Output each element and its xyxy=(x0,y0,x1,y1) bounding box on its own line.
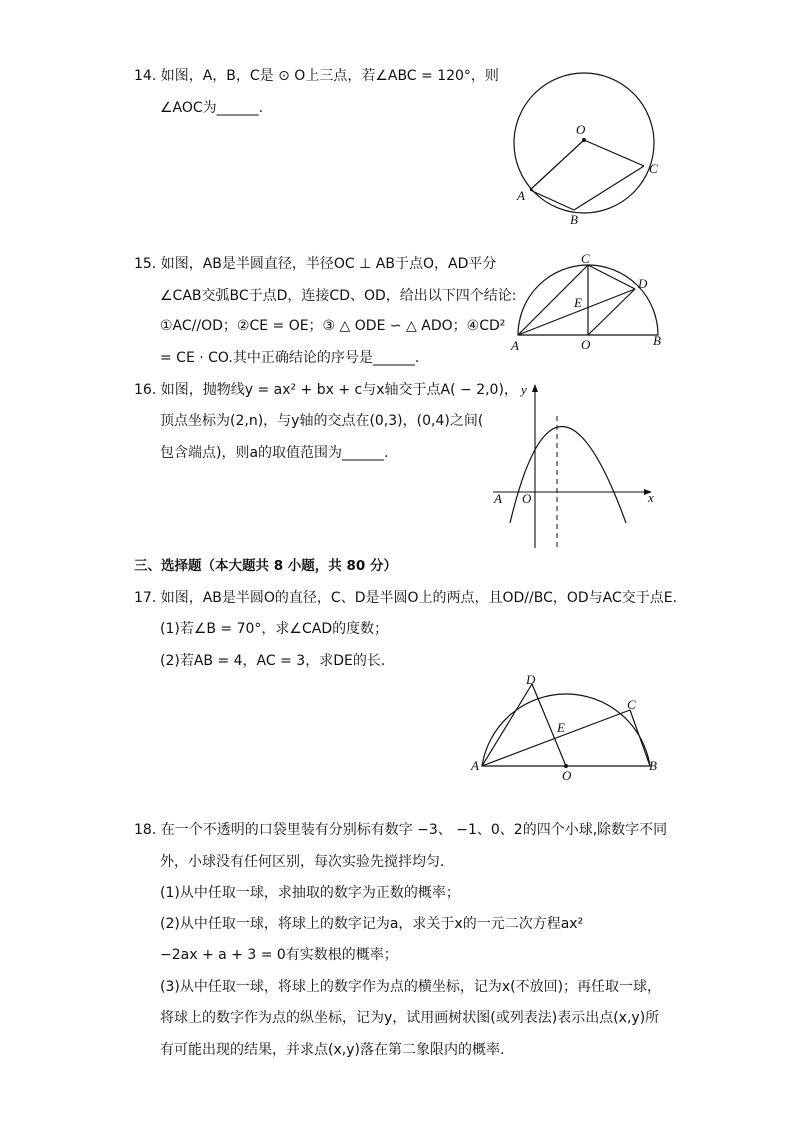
label-o: O xyxy=(522,491,532,506)
q18-line-4: (2)从中任取一球，将球上的数字记为a，求关于x的一元二次方程ax² xyxy=(160,916,584,932)
label-b: B xyxy=(649,758,657,773)
q15-line-3: ①AC//OD；②CE = OE；③ △ ODE ∽ △ ADO；④CD² xyxy=(160,318,506,334)
q14-line-2: ∠AOC为______. xyxy=(160,100,264,116)
label-a: A xyxy=(494,491,502,506)
semicircle-ab xyxy=(482,694,650,766)
q18-line-1: 18. 在一个不透明的口袋里装有分别标有数字 −3、 −1、0、2的四个小球,除数字不同 xyxy=(134,822,668,838)
section-heading: 三、选择题（本大题共 8 小题，共 80 分） xyxy=(134,558,397,574)
label-o: O xyxy=(576,122,586,137)
q15-line-2: ∠CAB交弧BC于点D，连接CD、OD，给出以下四个结论: xyxy=(160,288,517,304)
y-axis-arrow xyxy=(532,384,538,392)
q16-line-3: 包含端点)，则a的取值范围为______. xyxy=(160,445,389,461)
label-x: x xyxy=(648,490,654,505)
label-a: A xyxy=(517,188,525,203)
label-a: A xyxy=(511,338,519,352)
segment-oc xyxy=(584,140,644,166)
label-c: C xyxy=(581,252,590,266)
q18-line-5: −2ax + a + 3 = 0有实数根的概率； xyxy=(160,947,398,963)
label-d: D xyxy=(526,672,536,687)
label-b: B xyxy=(653,333,661,348)
label-c: C xyxy=(627,697,636,712)
q16-line-1: 16. 如图，抛物线y = ax² + bx + c与x轴交于点A( − 2,0)， xyxy=(134,382,518,398)
label-d: D xyxy=(638,276,648,291)
q15-line-4: = CE · CO.其中正确结论的序号是______. xyxy=(160,350,420,366)
label-y: y xyxy=(521,382,527,397)
q15-semicircle-figure xyxy=(505,252,675,352)
q16-parabola-figure xyxy=(488,378,668,553)
label-b: B xyxy=(570,212,578,227)
q17-line-3: (2)若AB = 4，AC = 3，求DE的长. xyxy=(160,653,386,669)
segment-ab xyxy=(530,190,574,210)
label-c: C xyxy=(649,161,658,176)
label-o: O xyxy=(562,768,572,783)
segment-ac xyxy=(482,710,630,766)
q14-line-1: 14. 如图，A，B，C是 ⊙ O上三点，若∠ABC = 120°，则 xyxy=(134,68,499,84)
q18-line-6: (3)从中任取一球，将球上的数字作为点的横坐标，记为x(不放回)；再任取一球， xyxy=(160,979,662,995)
q18-line-7: 将球上的数字作为点的纵坐标，记为y，试用画树状图(或列表法)表示出点(x,y)所 xyxy=(160,1010,660,1026)
segment-bc xyxy=(630,710,650,766)
segment-ad xyxy=(482,684,532,766)
segment-oa xyxy=(530,140,584,190)
q16-line-2: 顶点坐标为(2,n)，与y轴的交点在(0,3)，(0,4)之间( xyxy=(160,413,484,429)
parabola-curve xyxy=(510,427,626,524)
q17-semicircle-figure xyxy=(468,670,668,785)
q18-line-2: 外，小球没有任何区别，每次实验先搅拌均匀. xyxy=(160,854,445,870)
label-a: A xyxy=(471,758,479,773)
segment-bc xyxy=(574,166,644,210)
q17-line-2: (1)若∠B = 70°，求∠CAD的度数； xyxy=(160,621,389,637)
label-e: E xyxy=(557,720,565,735)
q15-line-1: 15. 如图，AB是半圆直径，半径OC ⊥ AB于点O，AD平分 xyxy=(134,256,497,272)
point-o xyxy=(582,138,586,142)
q14-circle-figure xyxy=(500,58,680,233)
segment-od xyxy=(588,289,635,335)
label-e: E xyxy=(574,295,582,310)
q18-line-3: (1)从中任取一球，求抽取的数字为正数的概率； xyxy=(160,885,460,901)
q18-line-8: 有可能出现的结果，并求点(x,y)落在第二象限内的概率. xyxy=(160,1042,505,1058)
label-o: O xyxy=(581,337,591,352)
q17-line-1: 17. 如图，AB是半圆O的直径，C、D是半圆O上的两点，且OD//BC，OD与AC交于点E. xyxy=(134,590,678,606)
